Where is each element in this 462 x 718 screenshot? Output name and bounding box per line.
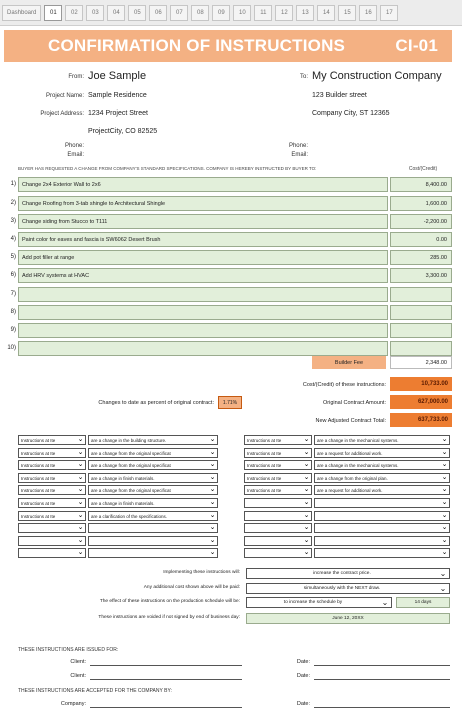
right-item-select[interactable] (244, 511, 312, 521)
item-description[interactable] (18, 341, 388, 356)
right-item-select[interactable] (244, 448, 312, 458)
chevron-down-icon: ⌄ (209, 486, 216, 493)
chevron-down-icon: ⌄ (441, 474, 448, 481)
date-line-2[interactable] (314, 679, 450, 680)
document-title: CONFIRMATION OF INSTRUCTIONS (48, 36, 346, 55)
item-description[interactable]: Add HRV systems at HVAC (18, 268, 388, 283)
percent-change-label: Changes to date as percent of original contract: (98, 400, 214, 406)
left-type-select-value: are a clarification of the specifications. (91, 513, 168, 519)
client-label-1: Client: (70, 659, 86, 665)
to-address-line1[interactable]: 123 Builder street (312, 92, 367, 99)
left-item-select[interactable] (18, 523, 86, 533)
chevron-down-icon: ⌄ (209, 512, 216, 519)
chevron-down-icon: ⌄ (441, 436, 448, 443)
sheet-tab-10[interactable]: 10 (233, 5, 251, 21)
sheet-tab-06[interactable]: 06 (149, 5, 167, 21)
item-number: 9) (10, 327, 16, 333)
item-number: 7) (10, 291, 16, 297)
chevron-down-icon: ⌄ (77, 512, 84, 519)
left-type-select-value: are a change from the original specificat (91, 487, 171, 493)
right-item-select[interactable] (244, 473, 312, 483)
from-label: From: (68, 74, 84, 80)
date-label-2: Date: (296, 673, 310, 679)
sheet-tab-07[interactable]: 07 (170, 5, 188, 21)
sheet-tab-14[interactable]: 14 (317, 5, 335, 21)
right-item-select[interactable] (244, 548, 312, 558)
chevron-down-icon: ⌄ (303, 461, 310, 468)
original-contract-label: Original Contract Amount: (323, 400, 386, 406)
right-type-select-value: are a change in the mechanical systems. (317, 462, 399, 468)
issued-heading: THESE INSTRUCTIONS ARE ISSUED FOR: (18, 647, 119, 653)
project-address-line1[interactable]: 1234 Project Street (88, 110, 148, 117)
item-description[interactable]: Paint color for eaves and fascia is SW6062 Desert Brush (18, 232, 388, 247)
right-item-select[interactable] (244, 485, 312, 495)
date-label-1: Date: (296, 659, 310, 665)
chevron-down-icon: ⌄ (209, 524, 216, 531)
accepted-heading: THESE INSTRUCTIONS ARE ACCEPTED FOR THE COMPANY BY: (18, 688, 172, 694)
left-type-select[interactable] (88, 548, 218, 558)
left-type-select-value: are a change from the original specificat (91, 450, 171, 456)
chevron-down-icon: ⌄ (441, 486, 448, 493)
left-type-select[interactable] (88, 523, 218, 533)
left-item-select[interactable] (18, 498, 86, 508)
sheet-tab-03[interactable]: 03 (86, 5, 104, 21)
left-item-select[interactable] (18, 473, 86, 483)
chevron-down-icon: ⌄ (209, 436, 216, 443)
item-number: 2) (10, 200, 16, 206)
right-type-select[interactable] (314, 485, 450, 495)
right-item-select-value: Instructions at Ite (247, 487, 282, 493)
chevron-down-icon: ⌄ (77, 549, 84, 556)
implementing-value: increase the contract price. (313, 571, 371, 576)
from-phone-label: Phone: (64, 143, 84, 149)
item-description[interactable]: Change Roofing from 3-tab shingle to Architectural Shingle (18, 196, 388, 211)
payment-value: simultaneously with the NEXT draw. (303, 586, 381, 591)
chevron-down-icon: ⌄ (209, 499, 216, 506)
chevron-down-icon: ⌄ (209, 474, 216, 481)
instructions-cost-label: Cost/(Credit) of these instructions: (302, 382, 386, 388)
item-cost[interactable] (390, 323, 452, 338)
sheet-tab-09[interactable]: 09 (212, 5, 230, 21)
chevron-down-icon: ⌄ (303, 537, 310, 544)
implementing-select[interactable] (246, 568, 450, 579)
chevron-down-icon: ⌄ (303, 524, 310, 531)
to-name[interactable]: My Construction Company (312, 70, 442, 82)
left-item-select-value: Instructions at Ite (21, 500, 56, 506)
item-cost[interactable]: -2,200.00 (390, 214, 452, 229)
item-number: 6) (10, 272, 16, 278)
item-cost[interactable]: 0.00 (390, 232, 452, 247)
chevron-down-icon: ⌄ (441, 549, 448, 556)
chevron-down-icon: ⌄ (77, 449, 84, 456)
cost-column-header: Cost/(Credit) (408, 166, 438, 172)
item-cost[interactable] (390, 341, 452, 356)
left-type-select-value: are a change from the original specificat (91, 462, 171, 468)
right-type-select[interactable] (314, 435, 450, 445)
from-email-label: Email: (67, 152, 84, 158)
item-description[interactable]: Add pot filler at range (18, 250, 388, 265)
left-type-select[interactable] (88, 473, 218, 483)
left-item-select[interactable] (18, 485, 86, 495)
chevron-down-icon: ⌄ (77, 474, 84, 481)
date-label-3: Date: (296, 701, 310, 707)
date-line-1[interactable] (314, 665, 450, 666)
to-phone-label: Phone: (288, 143, 308, 149)
left-type-select[interactable] (88, 498, 218, 508)
chevron-down-icon: ⌄ (209, 461, 216, 468)
right-item-select[interactable] (244, 536, 312, 546)
adjusted-contract-label: New Adjusted Contract Total: (315, 418, 386, 424)
left-type-select-value: are a change in finish materials. (91, 475, 155, 481)
sheet-tab-17[interactable]: 17 (380, 5, 398, 21)
client-signature-line-1[interactable] (90, 665, 242, 666)
left-type-select-value: are a change in the building structure. (91, 437, 167, 443)
company-label: Company: (60, 701, 86, 707)
right-type-select[interactable] (314, 536, 450, 546)
chevron-down-icon: ⌄ (303, 436, 310, 443)
project-name[interactable]: Sample Residence (88, 92, 147, 99)
to-address-line2[interactable]: Company City, ST 12365 (312, 110, 390, 117)
chevron-down-icon: ⌄ (77, 486, 84, 493)
right-type-select[interactable] (314, 511, 450, 521)
instructions-cost-value: 10,733.00 (390, 377, 452, 391)
item-number: 5) (10, 254, 16, 260)
chevron-down-icon: ⌄ (441, 499, 448, 506)
left-type-select[interactable] (88, 460, 218, 470)
chevron-down-icon: ⌄ (303, 486, 310, 493)
right-type-select[interactable] (314, 498, 450, 508)
sheet-tab-08[interactable]: 08 (191, 5, 209, 21)
payment-label: Any additional cost shown above will be paid: (143, 585, 240, 590)
project-address-line2[interactable]: ProjectCity, CO 82525 (88, 128, 158, 135)
items-note: BUYER HAS REQUESTED A CHANGE FROM COMPANY'S STANDARD SPECIFICATIONS. COMPANY IS HEREBY INSTRUCTED BY BUYER TO: (18, 166, 317, 171)
sheet-tab-05[interactable]: 05 (128, 5, 146, 21)
right-item-select-value: Instructions at Ite (247, 475, 282, 481)
to-label: To: (299, 74, 308, 80)
original-contract-value: 627,000.00 (390, 395, 452, 409)
chevron-down-icon: ⌄ (441, 512, 448, 519)
item-number: 10) (7, 345, 16, 351)
left-type-select[interactable] (88, 485, 218, 495)
left-type-select[interactable] (88, 536, 218, 546)
item-number: 3) (10, 218, 16, 224)
right-item-select[interactable] (244, 435, 312, 445)
left-item-select-value: Instructions at Ite (21, 513, 56, 519)
sheet-tab-11[interactable]: 11 (254, 5, 272, 21)
chevron-down-icon: ⌄ (441, 524, 448, 531)
schedule-days[interactable]: 14 days (396, 597, 450, 608)
sheet-tab-01[interactable]: 01 (44, 5, 62, 21)
right-type-select-value: are a request for additional work. (317, 487, 383, 493)
client-label-2: Client: (70, 673, 86, 679)
left-item-select[interactable] (18, 536, 86, 546)
project-address-label: Project Address: (40, 111, 84, 117)
chevron-down-icon: ⌄ (77, 461, 84, 468)
right-item-select[interactable] (244, 523, 312, 533)
right-item-select-value: Instructions at Ite (247, 462, 282, 468)
to-email-label: Email: (291, 152, 308, 158)
item-number: 1) (10, 181, 16, 187)
sheet-tab-dashboard[interactable]: Dashboard (2, 5, 41, 21)
right-type-select-value: are a request for additional work. (317, 450, 383, 456)
left-item-select-value: Instructions at Ite (21, 450, 56, 456)
client-signature-line-2[interactable] (90, 679, 242, 680)
chevron-down-icon: ⌄ (77, 524, 84, 531)
left-item-select-value: Instructions at Ite (21, 437, 56, 443)
item-cost[interactable]: 8,400.00 (390, 177, 452, 192)
right-type-select-value: are a change from the original plan. (317, 475, 388, 481)
chevron-down-icon: ⌄ (303, 449, 310, 456)
chevron-down-icon: ⌄ (303, 474, 310, 481)
chevron-down-icon: ⌄ (77, 499, 84, 506)
date-line-3[interactable] (314, 707, 450, 708)
right-type-select[interactable] (314, 523, 450, 533)
schedule-label: The effect of these instructions on the production schedule will be: (99, 599, 240, 604)
percent-change-value: 1.71% (218, 396, 242, 409)
chevron-down-icon: ⌄ (77, 537, 84, 544)
chevron-down-icon: ⌄ (77, 436, 84, 443)
left-item-select-value: Instructions at Ite (21, 475, 56, 481)
schedule-select[interactable] (246, 597, 392, 608)
void-label: These instructions are voided if not signed by end of business day: (98, 615, 240, 620)
sheet-tab-04[interactable]: 04 (107, 5, 125, 21)
left-item-select[interactable] (18, 548, 86, 558)
chevron-down-icon: ⌄ (439, 584, 447, 593)
chevron-down-icon: ⌄ (439, 569, 447, 578)
item-description[interactable] (18, 287, 388, 302)
item-cost[interactable] (390, 287, 452, 302)
right-type-select[interactable] (314, 473, 450, 483)
item-cost[interactable]: 1,600.00 (390, 196, 452, 211)
sheet-tab-bar (0, 0, 462, 26)
chevron-down-icon: ⌄ (209, 537, 216, 544)
sheet-tab-16[interactable]: 16 (359, 5, 377, 21)
item-description[interactable]: Change 2x4 Exterior Wall to 2x6 (18, 177, 388, 192)
chevron-down-icon: ⌄ (381, 598, 389, 607)
sheet-tab-15[interactable]: 15 (338, 5, 356, 21)
item-number: 8) (10, 309, 16, 315)
right-item-select[interactable] (244, 460, 312, 470)
payment-select[interactable] (246, 583, 450, 594)
item-description[interactable]: Change siding from Stucco to T111 (18, 214, 388, 229)
void-date[interactable]: June 12, 20XX (246, 613, 450, 624)
left-item-select[interactable] (18, 435, 86, 445)
chevron-down-icon: ⌄ (209, 549, 216, 556)
builder-fee-value[interactable]: 2,348.00 (390, 356, 452, 369)
right-item-select-value: Instructions at Ite (247, 450, 282, 456)
chevron-down-icon: ⌄ (303, 549, 310, 556)
sheet-tab-02[interactable]: 02 (65, 5, 83, 21)
from-name[interactable]: Joe Sample (88, 70, 147, 82)
chevron-down-icon: ⌄ (441, 537, 448, 544)
item-description[interactable] (18, 323, 388, 338)
document-code: CI-01 (395, 36, 438, 55)
right-type-select[interactable] (314, 460, 450, 470)
chevron-down-icon: ⌄ (303, 499, 310, 506)
title-banner (4, 30, 452, 62)
left-type-select[interactable] (88, 448, 218, 458)
left-type-select[interactable] (88, 511, 218, 521)
implementing-label: Implementing these instructions will: (163, 570, 240, 575)
left-item-select[interactable] (18, 448, 86, 458)
left-item-select-value: Instructions at Ite (21, 462, 56, 468)
sheet-tab-12[interactable]: 12 (275, 5, 293, 21)
company-signature-line[interactable] (90, 707, 242, 708)
adjusted-contract-value: 637,733.00 (390, 413, 452, 427)
right-item-select[interactable] (244, 498, 312, 508)
left-type-select-value: are a change in finish materials. (91, 500, 155, 506)
left-item-select[interactable] (18, 460, 86, 470)
sheet-tab-13[interactable]: 13 (296, 5, 314, 21)
chevron-down-icon: ⌄ (303, 512, 310, 519)
right-type-select[interactable] (314, 548, 450, 558)
item-description[interactable] (18, 305, 388, 320)
right-type-select[interactable] (314, 448, 450, 458)
chevron-down-icon: ⌄ (441, 449, 448, 456)
left-type-select[interactable] (88, 435, 218, 445)
right-type-select-value: are a change in the mechanical systems. (317, 437, 399, 443)
chevron-down-icon: ⌄ (209, 449, 216, 456)
schedule-value: to increase the schedule by (283, 600, 343, 605)
item-number: 4) (10, 236, 16, 242)
builder-fee-label: Builder Fee (312, 356, 386, 369)
project-name-label: Project Name: (45, 93, 84, 99)
item-cost[interactable]: 285.00 (390, 250, 452, 265)
left-item-select[interactable] (18, 511, 86, 521)
chevron-down-icon: ⌄ (441, 461, 448, 468)
left-item-select-value: Instructions at Ite (21, 487, 56, 493)
right-item-select-value: Instructions at Ite (247, 437, 282, 443)
item-cost[interactable] (390, 305, 452, 320)
item-cost[interactable]: 3,300.00 (390, 268, 452, 283)
